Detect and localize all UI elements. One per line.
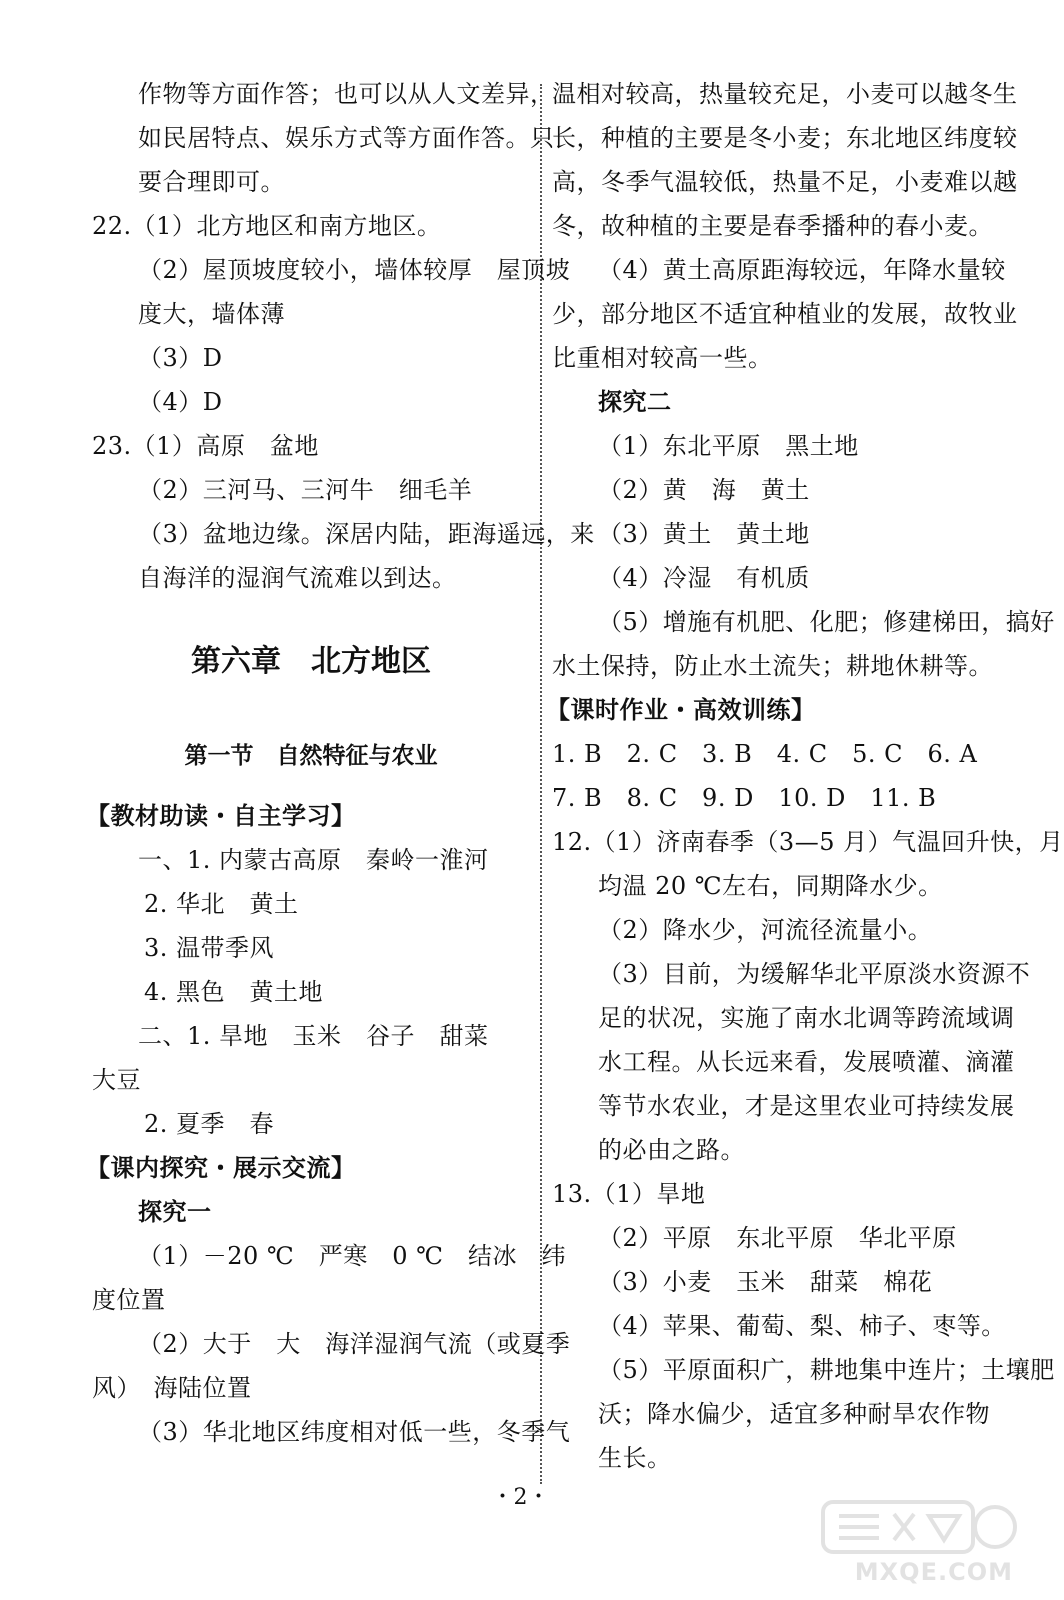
text-line: 4. 黑色 黄土地	[144, 978, 324, 1006]
text-line: 水土保持，防止水土流失；耕地休耕等。	[552, 652, 993, 680]
text-line: （4）苹果、葡萄、梨、柿子、枣等。	[598, 1312, 1006, 1340]
text-line: （2）屋顶坡度较小，墙体较厚 屋顶坡	[138, 256, 571, 284]
question-23: 23.（1）高原 盆地	[92, 432, 319, 460]
text-line: 2. 夏季 春	[144, 1110, 275, 1138]
left-column	[86, 72, 595, 1454]
watermark-logo-icon	[819, 1496, 1019, 1558]
subheading-tanjiu-2: 探究二	[598, 388, 672, 416]
section-heading-jiaocai: 【教材助读・自主学习】	[86, 802, 356, 830]
text-line: 生长。	[598, 1444, 672, 1472]
text-line: 等节水农业，才是这里农业可持续发展	[598, 1092, 1015, 1120]
right-column	[546, 72, 1064, 1480]
question-13: 13.（1）旱地	[552, 1180, 706, 1208]
text-line: 3. 温带季风	[144, 934, 275, 962]
text-line: 要合理即可。	[138, 168, 285, 196]
question-22: 22.（1）北方地区和南方地区。	[92, 212, 442, 240]
text-line: （5）平原面积广，耕地集中连片；土壤肥	[598, 1356, 1055, 1384]
text-line: 风） 海陆位置	[92, 1374, 252, 1402]
text-line: （2）平原 东北平原 华北平原	[598, 1224, 957, 1252]
text-line: 一、1. 内蒙古高原 秦岭一淮河	[138, 846, 489, 874]
text-line: （3）D	[138, 344, 223, 372]
text-line: 自海洋的湿润气流难以到达。	[138, 564, 457, 592]
text-line: 高，冬季气温较低，热量不足，小麦难以越	[552, 168, 1018, 196]
text-line: （2）黄 海 黄土	[598, 476, 810, 504]
text-line: 长，种植的主要是冬小麦；东北地区纬度较	[552, 124, 1018, 152]
text-line: （3）华北地区纬度相对低一些，冬季气	[138, 1418, 571, 1446]
text-line: （3）小麦 玉米 甜菜 棉花	[598, 1268, 933, 1296]
subheading-tanjiu-1: 探究一	[138, 1198, 212, 1226]
text-line: （4）D	[138, 388, 223, 416]
text-line: （1）－20 ℃ 严寒 0 ℃ 结冰 纬	[138, 1242, 567, 1270]
watermark	[819, 1496, 1019, 1586]
text-line: （2）三河马、三河牛 细毛羊	[138, 476, 473, 504]
text-line: 二、1. 旱地 玉米 谷子 甜菜	[138, 1022, 489, 1050]
text-line: 如民居特点、娱乐方式等方面作答。只	[138, 124, 555, 152]
text-line: 少，部分地区不适宜种植业的发展，故牧业	[552, 300, 1018, 328]
answer-row: 7. B 8. C 9. D 10. D 11. B	[552, 784, 937, 812]
text-line: 沃；降水偏少，适宜多种耐旱农作物	[598, 1400, 990, 1428]
text-line: 比重相对较高一些。	[552, 344, 773, 372]
text-line: 温相对较高，热量较充足，小麦可以越冬生	[552, 80, 1018, 108]
text-line: 度大，墙体薄	[138, 300, 285, 328]
text-line: （2）大于 大 海洋湿润气流（或夏季	[138, 1330, 571, 1358]
page-number: ・2・	[491, 1485, 550, 1510]
answer-row: 1. B 2. C 3. B 4. C 5. C 6. A	[552, 740, 978, 768]
text-line: 的必由之路。	[598, 1136, 745, 1164]
section-heading-ketang: 【课内探究・展示交流】	[86, 1154, 356, 1182]
text-line: 冬，故种植的主要是春季播种的春小麦。	[552, 212, 993, 240]
section-title: 第一节 自然特征与农业	[184, 743, 438, 769]
chapter-title: 第六章 北方地区	[191, 644, 431, 679]
question-12: 12.（1）济南春季（3—5 月）气温回升快，月	[552, 828, 1064, 856]
text-line: （4）黄土高原距海较远，年降水量较	[598, 256, 1006, 284]
text-line: （3）黄土 黄土地	[598, 520, 810, 548]
text-line: 水工程。从长远来看，发展喷灌、滴灌	[598, 1048, 1015, 1076]
text-line: （1）东北平原 黑土地	[598, 432, 859, 460]
text-line: 作物等方面作答；也可以从人文差异，	[138, 80, 555, 108]
text-line: （5）增施有机肥、化肥；修建梯田，搞好	[598, 608, 1055, 636]
text-line: 2. 华北 黄土	[144, 890, 299, 918]
text-line: （3）目前，为缓解华北平原淡水资源不	[598, 960, 1031, 988]
watermark-url: MXQE.COM	[854, 1558, 1013, 1586]
text-line: （2）降水少，河流径流量小。	[598, 916, 933, 944]
text-line: （4）冷湿 有机质	[598, 564, 810, 592]
text-line: 足的状况，实施了南水北调等跨流域调	[598, 1004, 1015, 1032]
text-line: 度位置	[92, 1286, 166, 1314]
text-line: 大豆	[92, 1066, 141, 1094]
text-line: 均温 20 ℃左右，同期降水少。	[598, 872, 943, 900]
text-line: （3）盆地边缘。深居内陆，距海遥远，来	[138, 520, 595, 548]
section-heading-keshi: 【课时作业・高效训练】	[546, 696, 816, 724]
